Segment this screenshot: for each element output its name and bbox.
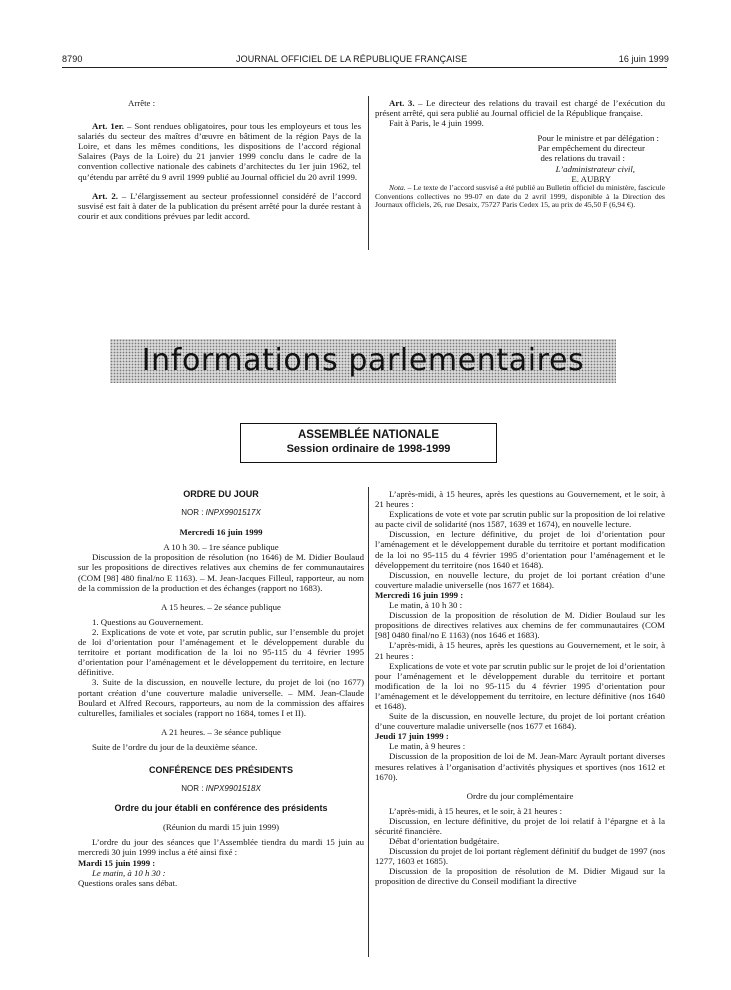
time-heading: Le matin, à 10 h 30 : <box>92 867 166 878</box>
ordre-du-jour-title: ORDRE DU JOUR <box>183 489 259 499</box>
seance-heading: A 10 h 30. – 1re séance publique <box>163 542 279 553</box>
signature-line-3: des relations du travail : <box>540 153 625 164</box>
session-title: Session ordinaire de 1998-1999 <box>286 443 451 455</box>
nota <box>375 184 665 210</box>
page-number: 8790 <box>62 54 83 64</box>
nor-label: NOR : <box>181 784 206 794</box>
fait-a-paris: Fait à Paris, le 4 juin 1999. <box>389 118 484 129</box>
nor-code: INPX9901517X <box>205 508 261 518</box>
agenda-paragraph: Suite de la discussion, en nouvelle lecture, du projet de loi portant création d’une couverture maladie universelle (nos 1677 et 1684). <box>375 711 665 732</box>
agenda-paragraph: Discussion de la proposition de résolution (no 1646) de M. Didier Boulaud sur les propositions de directives relatives aux chemins de fer communautaires (COM [98] 480 final/no E 1163). – M. Jean-Jacques Filleul, rapporteur, au nom de la commission de la production et des échanges (rapport no 1683). <box>78 552 364 593</box>
conference-subtitle: Ordre du jour établi en conférence des présidents <box>114 803 328 814</box>
date-heading: Jeudi 17 juin 1999 : <box>375 731 449 742</box>
decree-left-column <box>78 98 361 221</box>
article-2-label: Art. 2. <box>92 190 118 201</box>
seance-heading: A 15 heures. – 2e séance publique <box>161 601 281 612</box>
section-banner <box>110 339 616 383</box>
banner-title: Informations parlementaires <box>141 343 585 378</box>
agenda-paragraph: Discussion de la proposition de résolution de M. Didier Boulaud sur les propositions de directives relatives aux chemins de fer communautaires (COM [98] 0480 final/no E 1163) (nos 1646 et 1683). <box>375 610 665 641</box>
column-divider <box>368 487 369 957</box>
arrete-heading: Arrête : <box>128 98 156 108</box>
journal-title: JOURNAL OFFICIEL DE LA RÉPUBLIQUE FRANÇAISE <box>236 54 468 64</box>
decree-right-column <box>375 98 665 210</box>
time-heading: L’après-midi, à 15 heures, après les questions au Gouvernement, et le soir, à 21 heures : <box>375 640 665 661</box>
assembly-box <box>240 423 497 463</box>
signatory-name: E. AUBRY <box>571 173 611 184</box>
article-2 <box>78 191 361 221</box>
nor-code: INPX9901518X <box>205 784 261 794</box>
nota-label: Nota. <box>389 182 406 192</box>
column-divider <box>368 96 369 250</box>
agenda-paragraph: Explications de vote et vote par scrutin public sur le projet de loi d’orientation pour l’aménagement et le développement durable du territoire et portant modification de la loi no 95-115 du 4 février 1995 d’orientation pour l’aménagement et le développement du territoire, en lecture définitive (nos 1640 et 1648). <box>375 660 665 711</box>
nota-text: – Le texte de l’accord susvisé a été publié au Bulletin officiel du ministère, fascicule Conventions collectives no 99-07 en date du 2 avril 1999, disponible à la Direction des Journaux officiels, 26, rue Desaix, 75727 Paris Cedex 15, au prix de 45,50 F (6,94 €). <box>375 182 665 210</box>
issue-date: 16 juin 1999 <box>618 54 669 64</box>
header-rule <box>62 67 667 68</box>
nor-label: NOR : <box>181 508 206 518</box>
article-1-label: Art. 1er. <box>92 121 124 132</box>
assembly-name: ASSEMBLÉE NATIONALE <box>298 429 439 441</box>
agenda-paragraph: Explications de vote et vote par scrutin public sur la proposition de loi relative au pacte civil de solidarité (nos 1587, 1639 et 1674), en nouvelle lecture. <box>375 509 665 530</box>
time-heading: Le matin, à 10 h 30 : <box>389 600 463 611</box>
article-3 <box>375 98 665 118</box>
agenda-paragraph: Discussion, en lecture définitive, du projet de loi relatif à l’épargne et à la sécurité financière. <box>375 815 665 836</box>
agenda-left-column <box>78 489 364 888</box>
signature-line-2: Par empêchement du directeur <box>537 143 645 154</box>
agenda-paragraph: 1. Questions au Gouvernement. <box>92 616 204 627</box>
time-heading: L’après-midi, à 15 heures, et le soir, à 21 heures : <box>389 805 563 816</box>
agenda-paragraph: Discussion de la proposition de loi de M. Jean-Marc Ayrault portant diverses mesures relatives à l’organisation d’activités physiques et sportives (nos 1612 et 1670). <box>375 751 665 782</box>
agenda-right-column <box>375 489 665 887</box>
article-2-text: – L’élargissement au secteur professionnel considéré de l’accord susvisé est fait à dater de la publication du présent arrêté pour la durée restant à courir et aux conditions prévues par ledit accord. <box>78 190 362 221</box>
agenda-paragraph: L’ordre du jour des séances que l’Assemblée tiendra du mardi 15 juin au mercredi 30 juin 1999 inclus a été ainsi fixé : <box>78 837 364 858</box>
agenda-paragraph: Débat d’orientation budgétaire. <box>389 836 500 847</box>
time-heading: Le matin, à 9 heures : <box>389 741 466 752</box>
agenda-paragraph: Discussion, en lecture définitive, du projet de loi d’orientation pour l’aménagement et le développement durable du territoire et portant modification de la loi no 95-115 du 4 février 1995 d’orientation pour l’aménagement et le développement du territoire (nos 1640 et 1648). <box>375 529 665 570</box>
agenda-paragraph: 3. Suite de la discussion, en nouvelle lecture, du projet de loi (no 1677) portant création d’une couverture maladie universelle. – MM. Jean-Claude Boulard et Alfred Recours, rapporteurs, au nom de la commission des affaires culturelles, familiales et sociales (rapport no 1684, tomes I et II). <box>78 677 364 718</box>
signature-line-4: L’administrateur civil, <box>555 163 635 174</box>
agenda-paragraph: Discussion, en nouvelle lecture, du projet de loi portant création d’une couverture maladie universelle (nos 1677 et 1684). <box>375 569 665 590</box>
agenda-paragraph: Discussion de la proposition de résolution de M. Didier Migaud sur la proposition de directive du Conseil modifiant la directive <box>375 866 665 887</box>
conference-title: CONFÉRENCE DES PRÉSIDENTS <box>148 764 294 775</box>
date-heading: Mercredi 16 juin 1999 : <box>375 589 464 600</box>
article-3-text: – Le directeur des relations du travail est chargé de l’exécution du présent arrêté, qui sera publié au Journal officiel de la République française. <box>375 98 665 119</box>
article-3-label: Art. 3. <box>389 98 415 108</box>
article-1-text: – Sont rendues obligatoires, pour tous les employeurs et tous les salariés du secteur des maîtres d’œuvre en bâtiment de la région Pays de la Loire, et dans les mêmes conditions, les dispositions de l’accord régional Salaires (Pays de la Loire) du 21 janvier 1999 conclu dans le cadre de la convention collective nationale des cabinets d’architectes du 1er juin 1962, tel qu’étendu par arrêté du 9 avril 1999 publié au Journal officiel du 20 avril 1999. <box>78 121 362 182</box>
agenda-paragraph: Discussion du projet de loi portant règlement définitif du budget de 1997 (nos 1277, 1603 et 1685). <box>375 846 665 867</box>
agenda-paragraph: 2. Explications de vote et vote, par scrutin public, sur l’ensemble du projet de loi d’orientation pour l’aménagement et le développement durable du territoire et portant modification de la loi no 95-115 du 4 février 1995 d’orientation pour l’aménagement et le développement du territoire, en lecture définitive. <box>78 626 364 678</box>
nor-reference-2 <box>78 784 364 794</box>
time-heading: L’après-midi, à 15 heures, après les questions au Gouvernement, et le soir, à 21 heures : <box>375 489 665 510</box>
date-heading: Mardi 15 juin 1999 : <box>78 857 156 868</box>
agenda-paragraph: Suite de l’ordre du jour de la deuxième séance. <box>92 741 258 752</box>
signature-line-1: Pour le ministre et par délégation : <box>537 133 659 144</box>
nor-reference-1 <box>78 508 364 518</box>
complementary-heading: Ordre du jour complémentaire <box>466 790 574 801</box>
date-heading: Mercredi 16 juin 1999 <box>179 527 263 538</box>
agenda-paragraph: Questions orales sans débat. <box>78 877 178 888</box>
seance-heading: A 21 heures. – 3e séance publique <box>161 726 281 737</box>
article-1 <box>78 121 361 182</box>
reunion-date: (Réunion du mardi 15 juin 1999) <box>162 822 280 833</box>
